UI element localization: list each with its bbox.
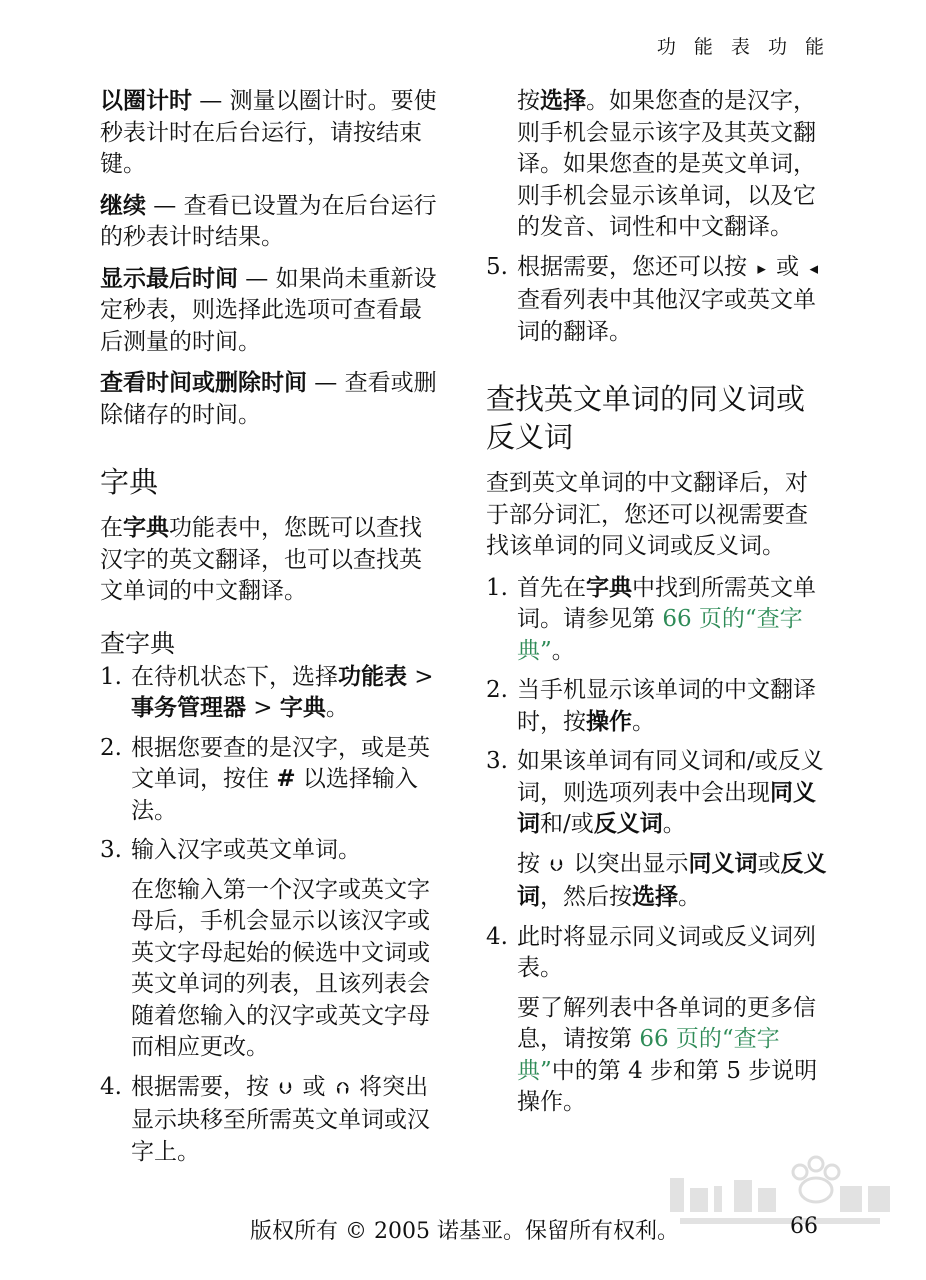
entry-term: 继续: [100, 192, 146, 219]
scroll-down-key-icon: ⮋: [550, 855, 564, 876]
cross-reference-link[interactable]: 66 页的“查字典”: [517, 606, 803, 664]
page-number: 66: [790, 1214, 818, 1239]
syn-step-1: 1. 首先在字典中找到所需英文单词。请参见第 66 页的“查字典”。: [486, 574, 816, 664]
entry-view-delete: 查看时间或删除时间 — 查看或删除储存的时间。: [100, 370, 437, 428]
dictionary-intro: 在字典功能表中，您既可以查找汉字的英文翻译，也可以查找英文单词的中文翻译。: [100, 515, 422, 604]
syn-step-4: 4. 此时将显示同义词或反义词列表。: [486, 923, 816, 981]
step-2: 2. 根据您要查的是汉字，或是英文单词，按住 # 以选择输入法。: [100, 734, 430, 824]
running-header: 功 能 表 功 能: [656, 36, 830, 58]
baidu-watermark-logo: [660, 1150, 900, 1230]
subsection-title-lookup: 查字典: [100, 628, 176, 658]
entry-desc: 查看或删除储存的时间。: [100, 370, 437, 428]
section-title-synonyms: 查找英文单词的同义词或反义词: [486, 382, 806, 454]
hash-key: #: [276, 766, 296, 792]
step-5: 5. 根据需要，您还可以按 ▸ 或 ◂ 查看列表中其他汉字或英文单词的翻译。: [486, 252, 830, 349]
entry-lap-timing: 以圈计时 — 测量以圈计时。要使秒表计时在后台运行，请按结束键。: [100, 88, 437, 177]
syn-step-3-detail: 按 ⮋ 以突出显示同义词或反义词，然后按选择。: [517, 850, 827, 910]
cross-reference-link[interactable]: 66 页的“查字典”: [517, 1026, 780, 1084]
step-1: 1. 在待机状态下，选择功能表 > 事务管理器 > 字典。: [100, 663, 434, 721]
entry-desc: 测量以圈计时。要使秒表计时在后台运行，请按结束键。: [100, 88, 437, 177]
footer-copyright: 版权所有 © 2005 诺基亚。保留所有权利。: [250, 1219, 679, 1244]
entry-term: 以圈计时: [100, 88, 192, 114]
entry-term: 显示最后时间: [100, 265, 238, 292]
scroll-up-key-icon: ⮉: [335, 1078, 349, 1099]
entry-desc: 如果尚未重新设定秒表，则选择此选项可查看最后测量的时间。: [100, 265, 437, 355]
entry-continue: 继续 — 查看已设置为在后台运行的秒表计时结果。: [100, 192, 437, 250]
syn-step-4-detail: 要了解列表中各单词的更多信息，请按第 66 页的“查字典”中的第 4 步和第 5 步说明操作。: [517, 994, 818, 1115]
left-column: [100, 86, 444, 1176]
entry-show-last: 显示最后时间 — 如果尚未重新设定秒表，则选择此选项可查看最后测量的时间。: [100, 265, 437, 355]
step-4: 4. 根据需要，按 ⮋ 或 ⮉ 将突出显示块移至所需英文单词或汉字上。: [100, 1073, 430, 1165]
syn-step-3: 3. 如果该单词有同义词和/或反义词，则选项列表中会出现同义词和/或反义词。: [486, 748, 824, 837]
right-column: [486, 86, 830, 1127]
entry-term: 查看时间或删除时间: [100, 370, 307, 396]
step-3: 3. 输入汉字或英文单词。: [100, 837, 361, 863]
section-title-dictionary: 字典: [100, 465, 159, 499]
step-4-continued: 按选择。如果您查的是汉字，则手机会显示该字及其英文翻译。如果您查的是英文单词，则手机会显示该单词，以及它的发音、词性和中文翻译。: [517, 88, 816, 240]
step-3-detail: 在您输入第一个汉字或英文字母后，手机会显示以该汉字或英文字母起始的候选中文词或英文单词的列表，且该列表会随着您输入的汉字或英文字母而相应更改。: [131, 876, 430, 1060]
synonyms-intro: 查到英文单词的中文翻译后，对于部分词汇，您还可以视需要查找该单词的同义词或反义词。: [486, 470, 808, 559]
scroll-down-key-icon: ⮋: [279, 1078, 293, 1099]
scroll-left-key-icon: ◂: [809, 258, 819, 279]
scroll-right-key-icon: ▸: [757, 258, 766, 279]
syn-step-2: 2. 当手机显示该单词的中文翻译时，按操作。: [486, 677, 816, 735]
entry-desc: 查看已设置为在后台运行的秒表计时结果。: [100, 192, 437, 250]
